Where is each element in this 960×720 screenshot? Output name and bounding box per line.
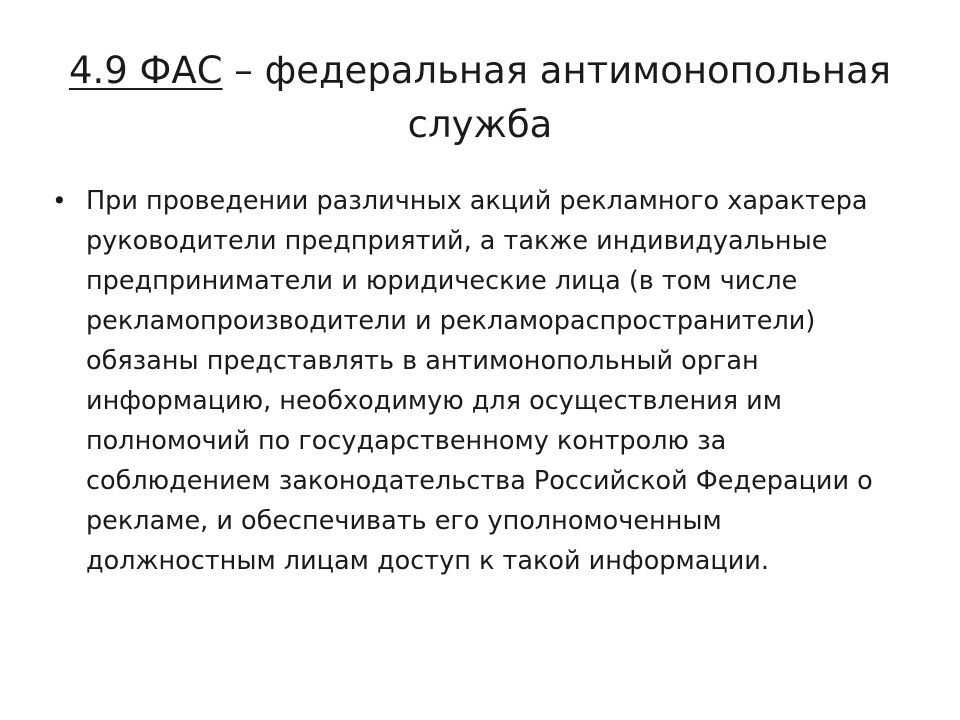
title-rest-line2: служба [407, 103, 553, 146]
title-rest-line1: – федеральная антимонопольная [222, 49, 892, 92]
bullet-item [52, 181, 916, 581]
bullet-dot-icon: • [52, 186, 67, 215]
title-underlined-part: 4.9 ФАС [68, 49, 223, 92]
bullet-list [52, 181, 916, 581]
bullet-text: При проведении различных акций рекламного характера руководители предприятий, а также индивидуальные предприниматели и юридические лица (в том числе рекламопроизводители и рекламораспространители) обязаны представлять в антимонопольный орган информацию, необходимую для осуществления им полномочий по государственному контролю за соблюдением законодательства Российской Федерации о рекламе, и обеспечивать его уполномоченным должностным лицам доступ к такой информации. [86, 186, 873, 576]
slide-title [40, 44, 920, 152]
